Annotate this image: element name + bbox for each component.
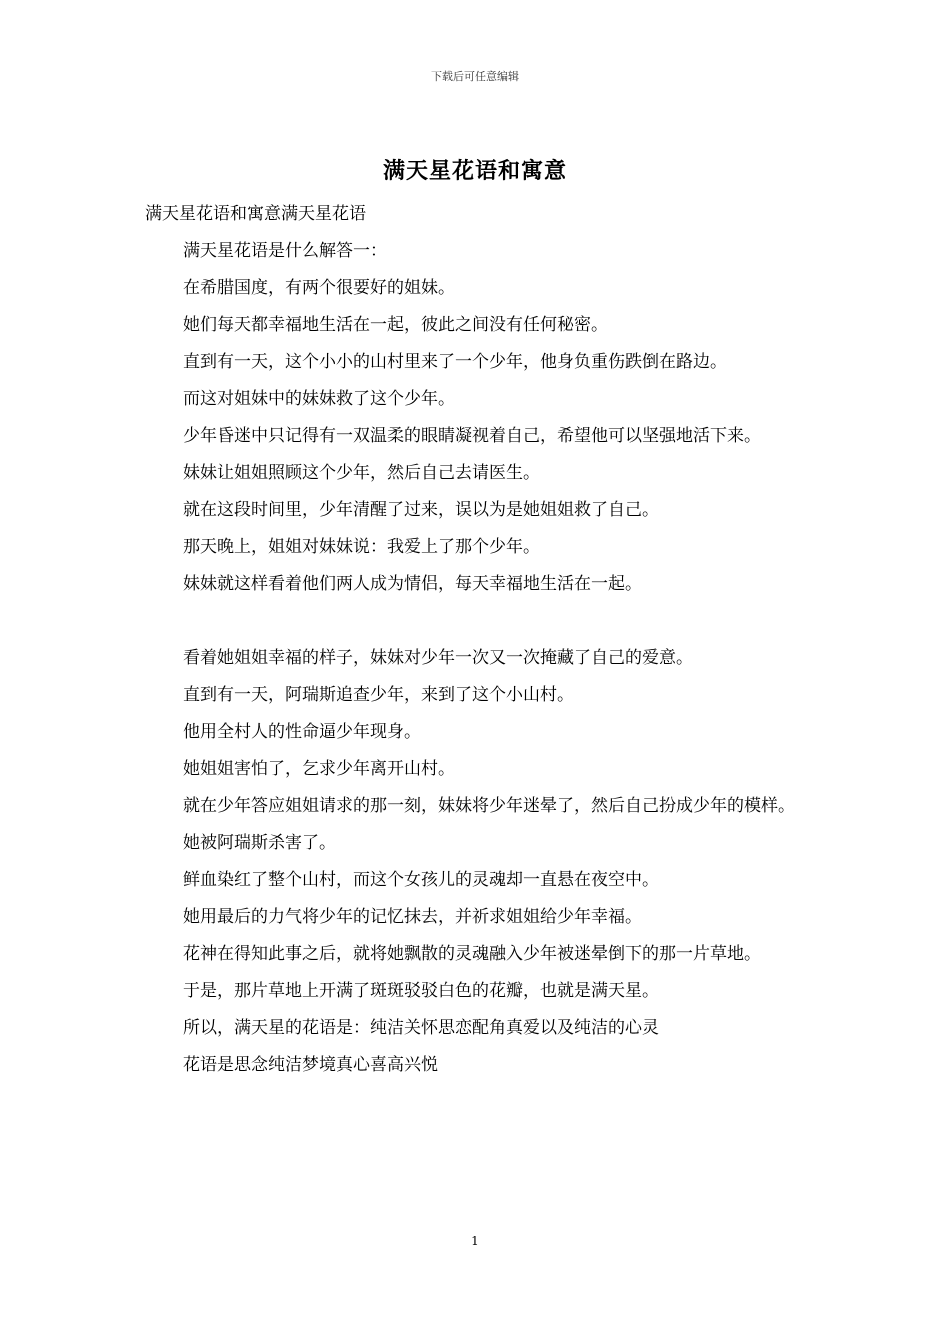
paragraph: 所以，满天星的花语是：纯洁关怀思恋配角真爱以及纯洁的心灵 — [183, 1018, 659, 1038]
paragraph: 她姐姐害怕了，乞求少年离开山村。 — [183, 759, 455, 779]
document-body — [145, 196, 813, 1084]
paragraph: 她用最后的力气将少年的记忆抹去，并祈求姐姐给少年幸福。 — [183, 907, 642, 927]
paragraph: 于是，那片草地上开满了斑斑驳驳白色的花瓣，也就是满天星。 — [183, 981, 659, 1001]
paragraph: 满天星花语是什么解答一： — [183, 241, 387, 261]
paragraph: 他用全村人的性命逼少年现身。 — [183, 722, 421, 742]
paragraph: 妹妹就这样看着他们两人成为情侣，每天幸福地生活在一起。 — [183, 574, 642, 594]
subtitle-line: 满天星花语和寓意满天星花语 — [145, 204, 366, 224]
paragraph: 那天晚上，姐姐对妹妹说：我爱上了那个少年。 — [183, 537, 540, 557]
header-note: 下载后可任意编辑 — [431, 70, 519, 83]
paragraph: 她们每天都幸福地生活在一起，彼此之间没有任何秘密。 — [183, 315, 608, 335]
paragraph: 直到有一天，这个小小的山村里来了一个少年，他身负重伤跌倒在路边。 — [183, 352, 727, 372]
paragraph: 直到有一天，阿瑞斯追查少年，来到了这个小山村。 — [183, 685, 574, 705]
paragraph: 她被阿瑞斯杀害了。 — [183, 833, 336, 853]
paragraph: 鲜血染红了整个山村，而这个女孩儿的灵魂却一直悬在夜空中。 — [183, 870, 659, 890]
page-number: 1 — [471, 1234, 479, 1248]
document-title: 满天星花语和寓意 — [382, 158, 567, 184]
paragraph: 而这对姐妹中的妹妹救了这个少年。 — [183, 389, 455, 409]
paragraph: 就在这段时间里，少年清醒了过来，误以为是她姐姐救了自己。 — [183, 500, 659, 520]
paragraph-spacer — [145, 603, 813, 640]
paragraph: 花语是思念纯洁梦境真心喜高兴悦 — [183, 1055, 438, 1075]
paragraph: 就在少年答应姐姐请求的那一刻，妹妹将少年迷晕了，然后自己扮成少年的模样。 — [183, 796, 795, 816]
paragraph: 花神在得知此事之后，就将她飘散的灵魂融入少年被迷晕倒下的那一片草地。 — [183, 944, 761, 964]
paragraph: 在希腊国度，有两个很要好的姐妹。 — [183, 278, 455, 298]
paragraph: 看着她姐姐幸福的样子，妹妹对少年一次又一次掩藏了自己的爱意。 — [183, 648, 693, 668]
paragraph: 妹妹让姐姐照顾这个少年，然后自己去请医生。 — [183, 463, 540, 483]
paragraph: 少年昏迷中只记得有一双温柔的眼睛凝视着自己，希望他可以坚强地活下来。 — [183, 426, 761, 446]
